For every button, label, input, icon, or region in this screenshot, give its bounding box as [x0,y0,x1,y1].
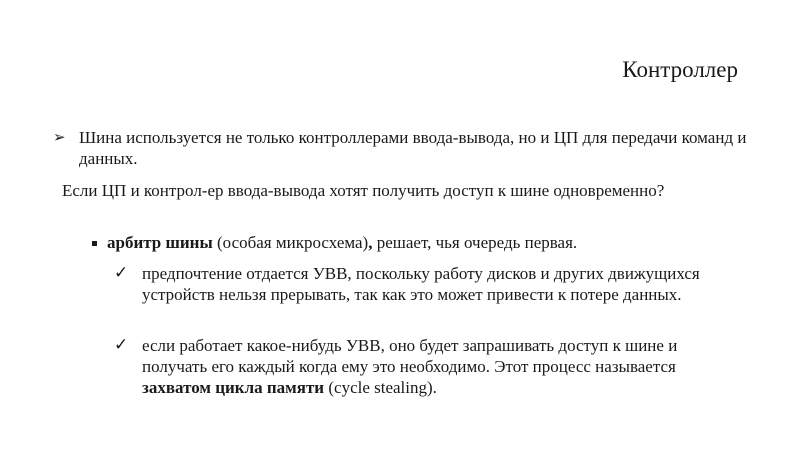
bus-arbiter-rest: решает, чья очередь первая. [372,233,578,252]
check-item-cycle-stealing [114,335,734,398]
question-paragraph: Если ЦП и контрол-ер ввода-вывода хотят получить доступ к шине одновременно? [62,181,665,200]
bus-arbiter-term: арбитр шины [107,233,213,252]
cycle-stealing-text-start: если работает какое-нибудь УВВ, оно будет запрашивать доступ к шине и получать его каждый когда ему это необходимо. Этот процесс называется [142,336,678,376]
bullet-shared-bus-text: Шина используется не только контроллерами ввода-вывода, но и ЦП для передачи команд и данных. [79,128,747,168]
arrowhead-bullet-icon: ➢ [53,128,66,146]
check-item-priority-text: предпочтение отдается УВВ, поскольку работу дисков и других движущихся устройств нельзя прерывать, так как это может привести к потере данных. [142,264,700,304]
check-item-cycle-stealing-text [114,335,734,398]
bus-arbiter-note: (особая микросхема) [212,233,369,252]
bullet-shared-bus [53,127,753,169]
checkmark-icon: ✓ [114,263,129,283]
cycle-stealing-text-end: (cycle stealing). [324,378,437,397]
bullet-bus-arbiter [92,232,732,254]
bus-arbiter-comma: , [368,233,373,252]
check-item-priority [114,263,734,305]
square-bullet-icon [92,241,97,246]
bullet-bus-arbiter-text [92,232,732,254]
cycle-stealing-term: захватом цикла памяти [142,378,325,397]
slide-title: Контроллер [622,57,738,82]
checkmark-icon: ✓ [114,335,129,355]
